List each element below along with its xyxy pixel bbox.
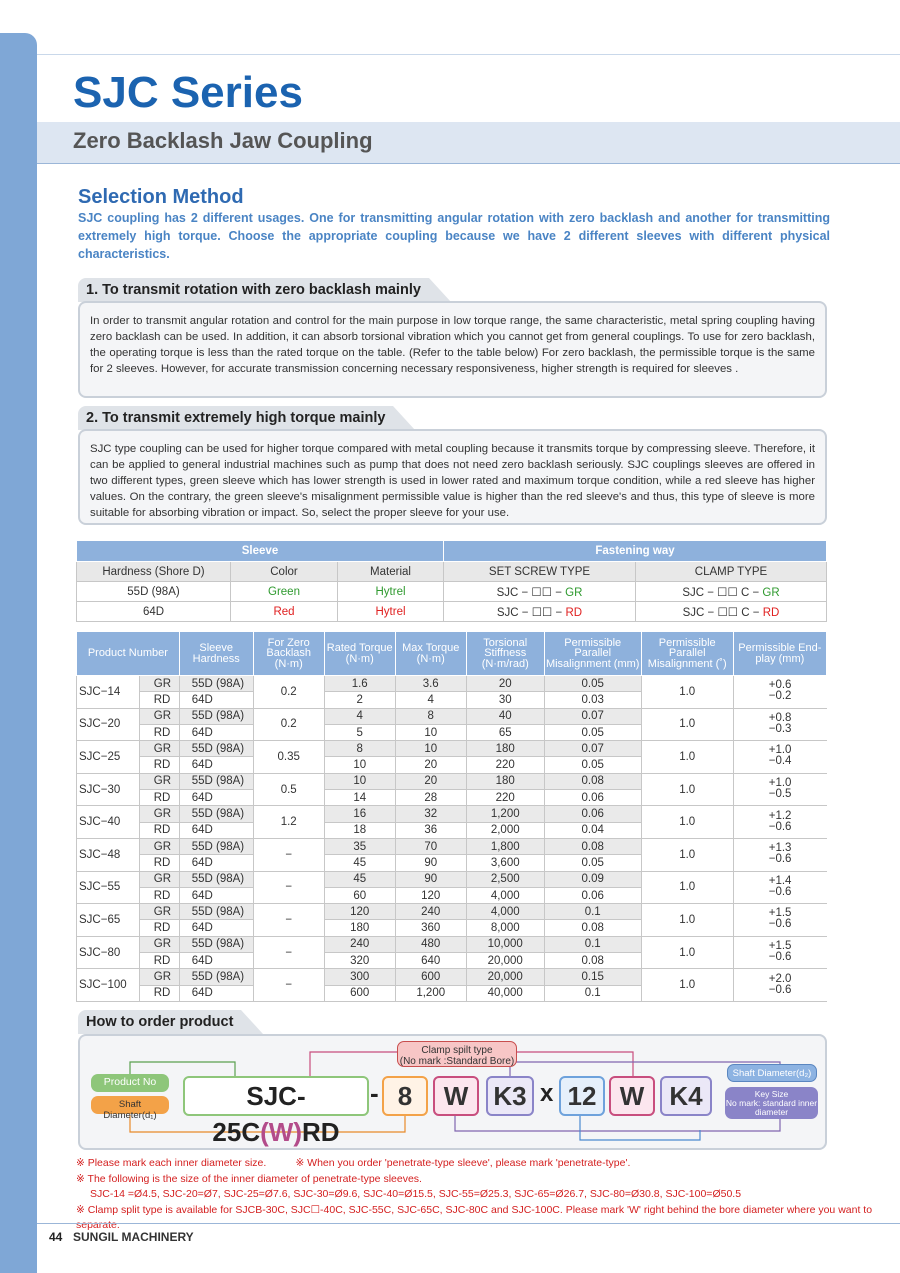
section2-body: SJC type coupling can be used for higher torque compared with metal coupling because it transmits torque by compressing sleeve. Therefore, it can be applied to general industrial machines such as pump that does not need zero backlash seriously. SJC couplings sleeves are offered in two different types, green sleeve which has lower strength is used in lower rated and maximum torque condition, while a red sleeve has higher values. On the contrary, the green sleeve's misalignment permissible value is higher than the red sleeve's and thus, this type of sleeve is more suitable for absorbing vibration or impact. So, select the proper sleeve for your use. [78, 429, 827, 525]
section2-title: 2. To transmit extremely high torque mainly [78, 406, 393, 430]
stiffness: 3,600 [466, 855, 544, 871]
code-dash: - [370, 1078, 379, 1108]
page-subtitle: Zero Backlash Jaw Coupling [73, 128, 373, 153]
endplay: +1.5 −0.6 [733, 936, 826, 969]
hdr-endplay: Permissible End-play (mm) [733, 632, 826, 676]
clamp-code: SJC − ☐☐ C − GR [636, 582, 827, 602]
rated-torque: 35 [324, 838, 395, 854]
sleeve-hardness: 55D (98A) [179, 936, 253, 952]
angular-misalignment: 1.0 [641, 676, 733, 709]
sleeve-hardness: 55D (98A) [179, 773, 253, 789]
page-title: SJC Series [73, 68, 303, 117]
section1-title: 1. To transmit rotation with zero backlash mainly [78, 278, 429, 302]
max-torque: 70 [395, 838, 466, 854]
product-number: SJC−55 [77, 871, 140, 904]
page-number: 44 [49, 1230, 63, 1244]
zero-backlash: − [253, 838, 324, 871]
endplay: +0.6 −0.2 [733, 676, 826, 709]
sleeve-hardness: 64D [179, 855, 253, 871]
sleeve-code: RD [139, 692, 179, 708]
clamp-code: SJC − ☐☐ C − RD [636, 602, 827, 622]
code-d2: 12 [559, 1076, 605, 1116]
endplay: +1.4 −0.6 [733, 871, 826, 904]
endplay: +1.2 −0.6 [733, 806, 826, 839]
parallel-mm: 0.05 [544, 855, 641, 871]
rated-torque: 14 [324, 790, 395, 806]
stiffness: 220 [466, 757, 544, 773]
sleeve-code: RD [139, 855, 179, 871]
endplay: +1.0 −0.5 [733, 773, 826, 806]
code-w1: W [433, 1076, 479, 1116]
rated-torque: 2 [324, 692, 395, 708]
parallel-mm: 0.06 [544, 887, 641, 903]
col-hardness: Hardness (Shore D) [77, 562, 231, 582]
selection-title: Selection Method [78, 186, 244, 208]
endplay: +1.3 −0.6 [733, 838, 826, 871]
col-clamp: CLAMP TYPE [636, 562, 827, 582]
sleeve-code: GR [139, 904, 179, 920]
sleeve-hardness: 64D [179, 953, 253, 969]
stiffness: 20 [466, 676, 544, 692]
max-torque: 1,200 [395, 985, 466, 1001]
parallel-mm: 0.1 [544, 904, 641, 920]
note-1: ※ Please mark each inner diameter size. ※ When you order 'penetrate-type sleeve', please mark 'penetrate-type'. [76, 1157, 631, 1169]
sleeve-hardness: 55D (98A) [179, 741, 253, 757]
stiffness: 40 [466, 708, 544, 724]
note-4: ※ Clamp split type is available for SJCB-30C, SJC☐-40C, SJC-55C, SJC-65C, SJC-80C and SJC-100C. Please mark 'W' right behind the bore diameter where you want to separate. [76, 1203, 873, 1231]
code-k3: K3 [486, 1076, 534, 1116]
parallel-mm: 0.15 [544, 969, 641, 985]
order-title: How to order product [78, 1010, 241, 1034]
max-torque: 20 [395, 757, 466, 773]
angular-misalignment: 1.0 [641, 773, 733, 806]
sleeve-code: RD [139, 724, 179, 740]
sleeve-header: Sleeve [77, 541, 444, 562]
max-torque: 10 [395, 724, 466, 740]
stiffness: 65 [466, 724, 544, 740]
sleeve-code: GR [139, 806, 179, 822]
sleeve-code: GR [139, 773, 179, 789]
rated-torque: 45 [324, 871, 395, 887]
sleeve-hardness: 55D (98A) [179, 838, 253, 854]
max-torque: 3.6 [395, 676, 466, 692]
sleeve-hardness: 64D [179, 692, 253, 708]
hdr-zero-backlash: For Zero Backlash (N·m) [253, 632, 324, 676]
parallel-mm: 0.08 [544, 838, 641, 854]
shaft-d1-label: Shaft Diameter(d₁) [91, 1096, 169, 1114]
parallel-mm: 0.03 [544, 692, 641, 708]
set-screw-code: SJC − ☐☐ − RD [444, 602, 636, 622]
sleeve-hardness: 55D (98A) [179, 806, 253, 822]
max-torque: 120 [395, 887, 466, 903]
stiffness: 4,000 [466, 904, 544, 920]
sleeve-code: GR [139, 936, 179, 952]
stiffness: 20,000 [466, 953, 544, 969]
product-number: SJC−100 [77, 969, 140, 1002]
product-number: SJC−30 [77, 773, 140, 806]
rated-torque: 240 [324, 936, 395, 952]
rated-torque: 4 [324, 708, 395, 724]
set-screw-code: SJC − ☐☐ − GR [444, 582, 636, 602]
stiffness: 8,000 [466, 920, 544, 936]
rated-torque: 5 [324, 724, 395, 740]
rated-torque: 45 [324, 855, 395, 871]
parallel-mm: 0.05 [544, 676, 641, 692]
sleeve-material: Hytrel [338, 602, 444, 622]
sleeve-hardness: 64D [179, 724, 253, 740]
max-torque: 28 [395, 790, 466, 806]
sleeve-color: Green [231, 582, 338, 602]
zero-backlash: − [253, 936, 324, 969]
code-product-no: SJC-25C(W)RD [183, 1076, 369, 1116]
rated-torque: 180 [324, 920, 395, 936]
sleeve-code: RD [139, 757, 179, 773]
code-w2: W [609, 1076, 655, 1116]
rated-torque: 1.6 [324, 676, 395, 692]
sleeve-code: RD [139, 790, 179, 806]
angular-misalignment: 1.0 [641, 708, 733, 741]
zero-backlash: 0.2 [253, 708, 324, 741]
selection-description: SJC coupling has 2 different usages. One for transmitting angular rotation with zero backlash and another for transmitting extremely high torque. Choose the appropriate coupling because we have 2 different sleeves with different physical characteristics. [78, 211, 830, 261]
clamp-split-label: Clamp spilt type (No mark :Standard Bore) [397, 1041, 517, 1067]
rated-torque: 16 [324, 806, 395, 822]
zero-backlash: − [253, 904, 324, 937]
zero-backlash: 0.5 [253, 773, 324, 806]
stiffness: 2,000 [466, 822, 544, 838]
sleeve-code: GR [139, 871, 179, 887]
sleeve-hardness: 64D [179, 887, 253, 903]
fastening-header: Fastening way [444, 541, 827, 562]
sleeve-hardness: 64D [179, 822, 253, 838]
rated-torque: 10 [324, 757, 395, 773]
sleeve-code: RD [139, 953, 179, 969]
code-d1: 8 [382, 1076, 428, 1116]
sleeve-hardness: 55D (98A) [179, 708, 253, 724]
parallel-mm: 0.1 [544, 936, 641, 952]
hdr-parallel-mm: Permissible Parallel Misalignment (mm) [544, 632, 641, 676]
endplay: +1.0 −0.4 [733, 741, 826, 774]
stiffness: 1,200 [466, 806, 544, 822]
zero-backlash: 0.35 [253, 741, 324, 774]
angular-misalignment: 1.0 [641, 838, 733, 871]
product-number: SJC−40 [77, 806, 140, 839]
code-k4: K4 [660, 1076, 712, 1116]
zero-backlash: 1.2 [253, 806, 324, 839]
product-number: SJC−20 [77, 708, 140, 741]
sleeve-code: RD [139, 985, 179, 1001]
parallel-mm: 0.07 [544, 741, 641, 757]
parallel-mm: 0.04 [544, 822, 641, 838]
stiffness: 180 [466, 741, 544, 757]
max-torque: 10 [395, 741, 466, 757]
zero-backlash: − [253, 969, 324, 1002]
sleeve-code: RD [139, 920, 179, 936]
sleeve-code: RD [139, 822, 179, 838]
rated-torque: 8 [324, 741, 395, 757]
sleeve-hardness: 64D [179, 985, 253, 1001]
max-torque: 8 [395, 708, 466, 724]
sleeve-hardness: 64D [179, 920, 253, 936]
stiffness: 10,000 [466, 936, 544, 952]
parallel-mm: 0.05 [544, 724, 641, 740]
product-number: SJC−80 [77, 936, 140, 969]
sleeve-color: Red [231, 602, 338, 622]
sleeve-code: RD [139, 887, 179, 903]
parallel-mm: 0.06 [544, 806, 641, 822]
parallel-mm: 0.1 [544, 985, 641, 1001]
max-torque: 480 [395, 936, 466, 952]
product-no-label: Product No [91, 1074, 169, 1092]
max-torque: 36 [395, 822, 466, 838]
hdr-max-torque: Max Torque (N·m) [395, 632, 466, 676]
max-torque: 4 [395, 692, 466, 708]
stiffness: 30 [466, 692, 544, 708]
max-torque: 640 [395, 953, 466, 969]
col-material: Material [338, 562, 444, 582]
footer-brand: SUNGIL MACHINERY [73, 1230, 194, 1244]
product-number: SJC−14 [77, 676, 140, 709]
code-x: x [540, 1080, 554, 1107]
rated-torque: 120 [324, 904, 395, 920]
note-3: SJC-14 =Ø4.5, SJC-20=Ø7, SJC-25=Ø7.6, SJC-30=Ø9.6, SJC-40=Ø15.5, SJC-55=Ø25.3, SJC-65=Ø26.7, SJC-80=Ø30.8, SJC-100=Ø50.5 [90, 1188, 742, 1200]
sleeve-code: GR [139, 741, 179, 757]
stiffness: 2,500 [466, 871, 544, 887]
sleeve-code: GR [139, 708, 179, 724]
max-torque: 32 [395, 806, 466, 822]
sleeve-code: GR [139, 969, 179, 985]
stiffness: 20,000 [466, 969, 544, 985]
angular-misalignment: 1.0 [641, 936, 733, 969]
key-size-label: Key Size No mark: standard inner diameter [725, 1089, 818, 1117]
max-torque: 90 [395, 871, 466, 887]
angular-misalignment: 1.0 [641, 741, 733, 774]
endplay: +2.0 −0.6 [733, 969, 826, 1002]
product-number: SJC−48 [77, 838, 140, 871]
hdr-stiffness: Torsional Stiffness (N·m/rad) [466, 632, 544, 676]
sleeve-hardness: 64D [77, 602, 231, 622]
angular-misalignment: 1.0 [641, 904, 733, 937]
stiffness: 180 [466, 773, 544, 789]
sleeve-material: Hytrel [338, 582, 444, 602]
rated-torque: 18 [324, 822, 395, 838]
max-torque: 90 [395, 855, 466, 871]
footer-divider [37, 1223, 900, 1224]
shaft-d2-label: Shaft Diameter(d₂) [727, 1064, 817, 1082]
max-torque: 600 [395, 969, 466, 985]
col-set-screw: SET SCREW TYPE [444, 562, 636, 582]
sleeve-hardness: 55D (98A) [179, 904, 253, 920]
hdr-sleeve-hardness: Sleeve Hardness [179, 632, 253, 676]
stiffness: 1,800 [466, 838, 544, 854]
zero-backlash: − [253, 871, 324, 904]
hdr-product-number: Product Number [77, 632, 180, 676]
stiffness: 40,000 [466, 985, 544, 1001]
stiffness: 4,000 [466, 887, 544, 903]
max-torque: 360 [395, 920, 466, 936]
rated-torque: 10 [324, 773, 395, 789]
sleeve-code: GR [139, 676, 179, 692]
parallel-mm: 0.07 [544, 708, 641, 724]
zero-backlash: 0.2 [253, 676, 324, 709]
rated-torque: 300 [324, 969, 395, 985]
hdr-angular: Permissible Parallel Misalignment (˚) [641, 632, 733, 676]
rated-torque: 60 [324, 887, 395, 903]
rated-torque: 600 [324, 985, 395, 1001]
sleeve-hardness: 64D [179, 790, 253, 806]
max-torque: 240 [395, 904, 466, 920]
sleeve-hardness: 55D (98A) [179, 871, 253, 887]
max-torque: 20 [395, 773, 466, 789]
endplay: +0.8 −0.3 [733, 708, 826, 741]
product-number: SJC−65 [77, 904, 140, 937]
product-number: SJC−25 [77, 741, 140, 774]
sleeve-hardness: 55D (98A) [179, 676, 253, 692]
parallel-mm: 0.09 [544, 871, 641, 887]
parallel-mm: 0.08 [544, 953, 641, 969]
stiffness: 220 [466, 790, 544, 806]
sleeve-hardness: 55D (98A) [77, 582, 231, 602]
angular-misalignment: 1.0 [641, 871, 733, 904]
endplay: +1.5 −0.6 [733, 904, 826, 937]
angular-misalignment: 1.0 [641, 806, 733, 839]
parallel-mm: 0.06 [544, 790, 641, 806]
angular-misalignment: 1.0 [641, 969, 733, 1002]
note-2: ※ The following is the size of the inner diameter of penetrate-type sleeves. [76, 1172, 422, 1185]
parallel-mm: 0.08 [544, 920, 641, 936]
rated-torque: 320 [324, 953, 395, 969]
section1-body: In order to transmit angular rotation and control for the main purpose in low torque range, the same characteristic, metal spring coupling having zero backlash can be used. In addition, it can absorb torsional vibration which you cannot get from general couplings. To use for zero backlash, the operating torque is less than the rated torque on the table. (Refer to the table below) For zero backlash, the permissible torque is the same for 2 sleeves. However, for accurate transmission concerning necessary responsiveness, higher strength is required for sleeves . [78, 301, 827, 398]
order-notes [76, 1156, 900, 1234]
hdr-rated-torque: Rated Torque (N·m) [324, 632, 395, 676]
parallel-mm: 0.05 [544, 757, 641, 773]
parallel-mm: 0.08 [544, 773, 641, 789]
sleeve-hardness: 55D (98A) [179, 969, 253, 985]
sleeve-hardness: 64D [179, 757, 253, 773]
col-color: Color [231, 562, 338, 582]
sleeve-code: GR [139, 838, 179, 854]
